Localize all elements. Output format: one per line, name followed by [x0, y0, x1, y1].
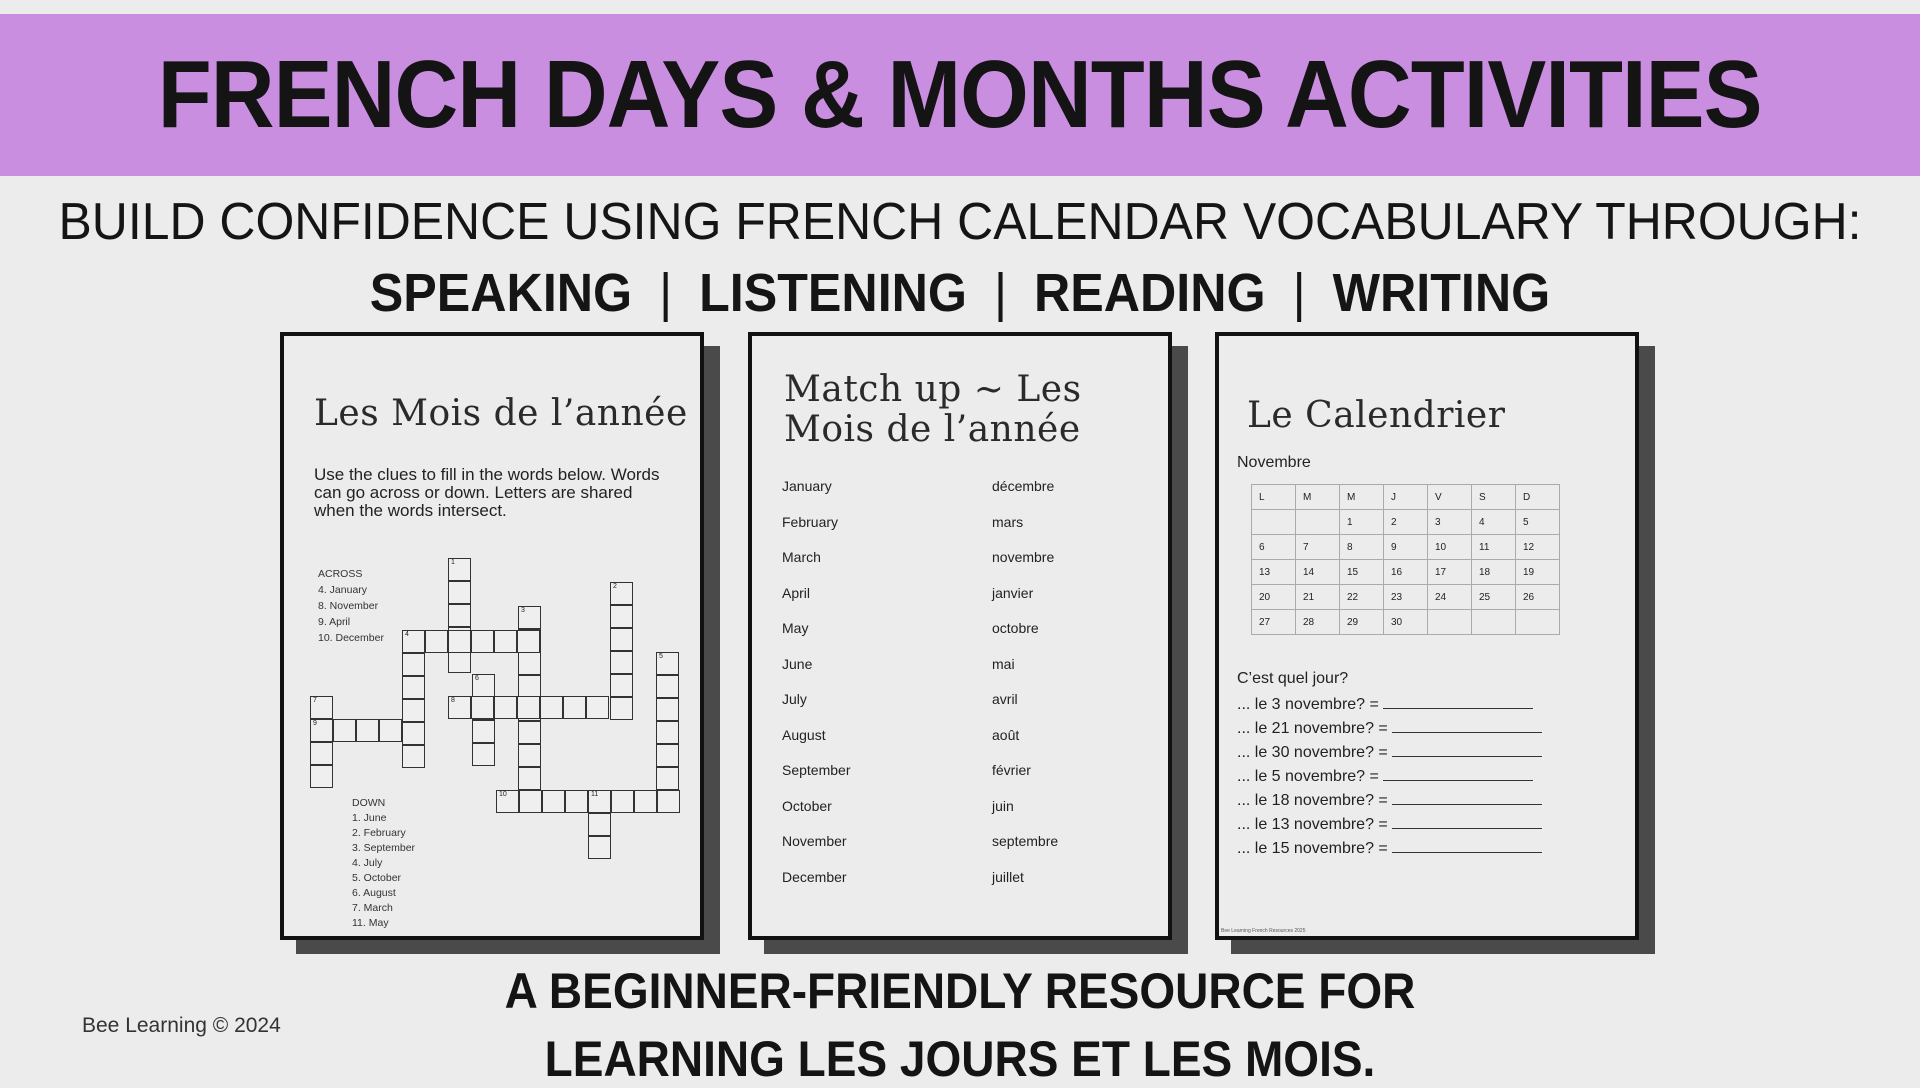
french-month: juin — [992, 797, 1014, 814]
crossword-number: 11 — [591, 791, 599, 798]
french-month: décembre — [992, 478, 1055, 494]
calendar-day: 30 — [1384, 610, 1428, 635]
crossword-number: 10 — [499, 791, 507, 798]
crossword-cell — [656, 698, 679, 721]
calendar-day: 3 — [1428, 510, 1472, 535]
crossword-cell — [610, 605, 633, 628]
answer-line — [1392, 742, 1542, 757]
french-month: mai — [992, 655, 1015, 672]
skill-separator: | — [659, 263, 673, 323]
crossword-cell — [448, 581, 471, 604]
crossword-cell — [656, 767, 679, 790]
answer-line — [1383, 766, 1533, 781]
down-heading: DOWN — [352, 797, 386, 809]
crossword-cell — [310, 696, 333, 719]
crossword-cell — [471, 696, 494, 719]
clue: 3. September — [352, 842, 416, 854]
calendar-day: 11 — [1472, 535, 1516, 560]
crossword-cell — [356, 719, 379, 742]
skill-writing: WRITING — [1332, 263, 1551, 323]
match-row — [782, 620, 1122, 656]
crossword-cell — [402, 745, 425, 768]
brand-credit: Bee Learning © 2024 — [82, 1014, 281, 1037]
match-row — [782, 869, 1122, 905]
question-text: ... le 21 novembre? = — [1237, 720, 1388, 737]
crossword-cell — [310, 719, 333, 742]
english-month: June — [782, 655, 813, 672]
subtitle: BUILD CONFIDENCE USING FRENCH CALENDAR VOCABULARY THROUGH: — [58, 193, 1862, 251]
crossword-cell — [586, 696, 609, 719]
english-month: November — [782, 833, 847, 849]
french-month: février — [992, 762, 1031, 778]
crossword-cell — [402, 722, 425, 745]
worksheet-instructions: Use the clues to fill in the words below. Words can go across or down. Letters are shared when the words intersect. — [314, 465, 660, 520]
english-month: October — [782, 797, 832, 814]
calendar-day: 15 — [1340, 560, 1384, 585]
crossword-cell — [518, 606, 541, 629]
match-row — [782, 478, 1122, 514]
crossword-cell — [448, 630, 471, 653]
clue: 7. March — [352, 902, 393, 914]
down-clues — [352, 796, 415, 931]
match-row — [782, 727, 1122, 763]
french-month: octobre — [992, 620, 1039, 636]
crossword-cell — [610, 628, 633, 651]
french-month: septembre — [992, 833, 1059, 849]
question-row — [1237, 790, 1542, 810]
crossword-number: 2 — [613, 583, 617, 590]
english-month: December — [782, 868, 847, 885]
calendar-day: 7 — [1296, 535, 1340, 560]
crossword-cell — [563, 696, 586, 719]
crossword-cell — [472, 743, 495, 766]
calendar-day: 5 — [1516, 510, 1560, 535]
english-month: August — [782, 726, 826, 743]
calendar-day: 28 — [1296, 610, 1340, 635]
calendar-day: 12 — [1516, 535, 1560, 560]
question-text: ... le 18 novembre? = — [1237, 792, 1388, 809]
tagline-line-1: A BEGINNER-FRIENDLY RESOURCE FOR — [504, 963, 1416, 1019]
french-month: mars — [992, 513, 1024, 530]
crossword-cell — [565, 790, 588, 813]
calendar-day: 24 — [1428, 585, 1472, 610]
crossword-cell — [542, 790, 565, 813]
crossword-cell — [333, 719, 356, 742]
clue: 2. February — [352, 827, 406, 839]
crossword-cell — [517, 696, 540, 719]
crossword-cell — [402, 699, 425, 722]
crossword-cell — [656, 652, 679, 675]
crossword-cell — [610, 697, 633, 720]
crossword-cell — [588, 836, 611, 859]
calendar-day — [1472, 610, 1516, 635]
calendar-day: 23 — [1384, 585, 1428, 610]
english-month: July — [782, 691, 807, 707]
calendar-day: 27 — [1252, 610, 1296, 635]
crossword-cell — [310, 765, 333, 788]
calendar-day: 6 — [1252, 535, 1296, 560]
match-row — [782, 585, 1122, 621]
match-row — [782, 833, 1122, 869]
crossword-cell — [519, 790, 542, 813]
crossword-cell — [518, 721, 541, 744]
match-row — [782, 798, 1122, 834]
crossword-cell — [634, 790, 657, 813]
crossword-cell — [425, 630, 448, 653]
english-month: May — [782, 620, 809, 636]
skill-listening: LISTENING — [699, 263, 967, 323]
calendar-day: 21 — [1296, 585, 1340, 610]
worksheet-title: Match up ~ Les Mois de l’année — [784, 369, 1082, 450]
clue: 6. August — [352, 887, 396, 899]
crossword-number: 8 — [451, 697, 455, 704]
crossword-cell — [472, 720, 495, 743]
crossword-number: 3 — [521, 607, 525, 614]
crossword-cell — [494, 630, 517, 653]
crossword-number: 1 — [451, 559, 455, 566]
crossword-cell — [310, 742, 333, 765]
french-month: août — [992, 726, 1020, 743]
calendar-day: 25 — [1472, 585, 1516, 610]
calendar-worksheet — [1215, 332, 1639, 940]
clue: 8. November — [318, 600, 379, 612]
match-row — [782, 656, 1122, 692]
clue: 4. July — [352, 857, 383, 869]
english-month: March — [782, 549, 821, 565]
crossword-cell — [472, 674, 495, 697]
skill-separator: | — [993, 263, 1008, 323]
question-text: ... le 13 novembre? = — [1237, 816, 1388, 833]
english-month: February — [782, 513, 839, 530]
crossword-cell — [518, 767, 541, 790]
clue: 4. January — [318, 584, 368, 596]
across-clues — [318, 566, 384, 646]
crossword-cell — [494, 696, 517, 719]
crossword-cell — [471, 630, 494, 653]
english-month: April — [782, 584, 811, 601]
question-heading: C’est quel jour? — [1237, 670, 1349, 687]
calendar-day: 13 — [1252, 560, 1296, 585]
question-row — [1237, 838, 1542, 858]
crossword-number: 7 — [313, 697, 317, 704]
calendar-day — [1428, 610, 1472, 635]
english-month: January — [782, 478, 832, 494]
weekday-header: V — [1428, 485, 1472, 510]
crossword-number: 9 — [313, 720, 317, 727]
crossword-cell — [448, 696, 471, 719]
question-row — [1237, 742, 1542, 762]
calendar-day — [1516, 610, 1560, 635]
weekday-header: M — [1340, 485, 1384, 510]
question-row — [1237, 718, 1542, 738]
question-text: ... le 15 novembre? = — [1237, 840, 1388, 857]
crossword-cell — [610, 674, 633, 697]
calendar-day: 26 — [1516, 585, 1560, 610]
crossword-number: 6 — [475, 675, 479, 682]
crossword-cell — [402, 630, 425, 653]
crossword-cell — [448, 650, 471, 673]
crossword-cell — [518, 744, 541, 767]
crossword-cell — [448, 604, 471, 627]
clue: 1. June — [352, 812, 387, 824]
skill-separator: | — [1292, 263, 1306, 323]
clue: 9. April — [318, 616, 351, 628]
calendar-day: 18 — [1472, 560, 1516, 585]
calendar-day: 4 — [1472, 510, 1516, 535]
question-row — [1237, 814, 1542, 834]
tagline-line-2: LEARNING LES JOURS ET LES MOIS. — [544, 1031, 1376, 1087]
crossword-worksheet — [280, 332, 704, 940]
question-text: ... le 3 novembre? = — [1237, 696, 1379, 713]
crossword-cell — [610, 582, 633, 605]
crossword-cell — [588, 790, 611, 813]
worksheet-title: Le Calendrier — [1247, 395, 1506, 436]
crossword-cell — [518, 675, 541, 698]
skill-reading: READING — [1034, 263, 1266, 323]
calendar-day: 9 — [1384, 535, 1428, 560]
match-row — [782, 762, 1122, 798]
calendar-day: 8 — [1340, 535, 1384, 560]
answer-line — [1392, 718, 1542, 733]
crossword-cell — [518, 652, 541, 675]
weekday-header: S — [1472, 485, 1516, 510]
weekday-header: J — [1384, 485, 1428, 510]
match-row — [782, 514, 1122, 550]
question-text: ... le 5 novembre? = — [1237, 768, 1379, 785]
question-row — [1237, 766, 1533, 786]
crossword-cell — [656, 744, 679, 767]
calendar-day — [1296, 510, 1340, 535]
crossword-cell — [402, 653, 425, 676]
calendar-day — [1252, 510, 1296, 535]
calendar-table — [1251, 484, 1560, 635]
clue: 5. October — [352, 872, 402, 884]
calendar-day: 22 — [1340, 585, 1384, 610]
worksheet-footer: Bee Learning French Resources 2025 — [1221, 928, 1306, 934]
match-row — [782, 549, 1122, 585]
calendar-month: Novembre — [1237, 454, 1311, 471]
crossword-cell — [656, 721, 679, 744]
calendar-day: 14 — [1296, 560, 1340, 585]
answer-line — [1392, 814, 1542, 829]
match-row — [782, 691, 1122, 727]
crossword-cell — [402, 676, 425, 699]
clue: 11. May — [352, 917, 389, 929]
crossword-cell — [379, 719, 402, 742]
french-month: juillet — [992, 868, 1024, 885]
match-up-worksheet — [748, 332, 1172, 940]
calendar-day: 1 — [1340, 510, 1384, 535]
title-banner — [0, 14, 1920, 176]
calendar-day: 29 — [1340, 610, 1384, 635]
weekday-header: D — [1516, 485, 1560, 510]
crossword-cell — [496, 790, 519, 813]
calendar-day: 19 — [1516, 560, 1560, 585]
french-month: novembre — [992, 549, 1055, 565]
crossword-cell — [657, 790, 680, 813]
weekday-header: L — [1252, 485, 1296, 510]
calendar-day: 20 — [1252, 585, 1296, 610]
crossword-cell — [611, 790, 634, 813]
english-month: September — [782, 762, 851, 778]
calendar-day: 10 — [1428, 535, 1472, 560]
calendar-day: 17 — [1428, 560, 1472, 585]
crossword-cell — [540, 696, 563, 719]
french-month: janvier — [992, 584, 1034, 601]
crossword-cell — [517, 630, 540, 653]
crossword-number: 5 — [659, 653, 663, 660]
skills-list — [67, 262, 1853, 324]
crossword-number: 4 — [405, 631, 409, 638]
worksheet-title: Les Mois de l’année — [314, 393, 688, 434]
weekday-header: M — [1296, 485, 1340, 510]
calendar-day: 2 — [1384, 510, 1428, 535]
crossword-cell — [588, 813, 611, 836]
answer-line — [1383, 694, 1533, 709]
clue: 10. December — [318, 632, 384, 644]
page-title: FRENCH DAYS & MONTHS ACTIVITIES — [158, 41, 1762, 148]
answer-line — [1392, 838, 1542, 853]
skill-speaking: SPEAKING — [369, 263, 633, 323]
crossword-cell — [610, 651, 633, 674]
question-text: ... le 30 novembre? = — [1237, 744, 1388, 761]
calendar-day: 16 — [1384, 560, 1428, 585]
crossword-cell — [656, 675, 679, 698]
crossword-cell — [448, 558, 471, 581]
french-month: avril — [992, 691, 1018, 707]
answer-line — [1392, 790, 1542, 805]
across-heading: ACROSS — [318, 568, 363, 580]
question-row — [1237, 694, 1533, 714]
